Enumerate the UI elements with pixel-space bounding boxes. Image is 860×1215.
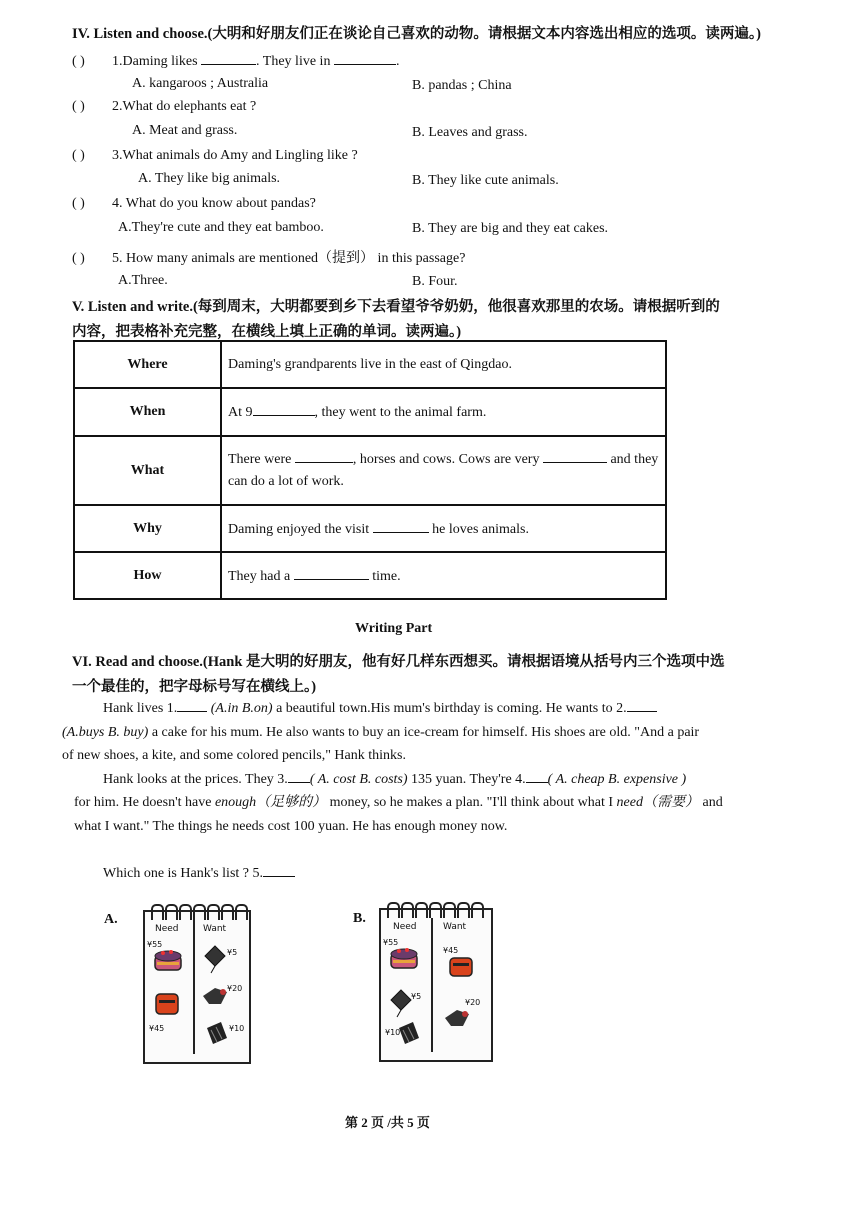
row-value: Daming enjoyed the visit he loves animals. (221, 505, 666, 552)
ring-icon (193, 904, 206, 920)
paragraph-1-line-1: Hank lives 1. (A.in B.on) a beautiful town.His mum's birthday is coming. He wants to 2. (103, 697, 657, 720)
ring-icon (221, 904, 234, 920)
ring-icon (401, 902, 414, 918)
option-b: B. pandas ; China (412, 78, 512, 93)
section-6-title: VI. Read and choose.(Hank 是大明的好朋友，他有好几样东西想买。请根据语境从括号内三个选项中选 (72, 654, 725, 670)
cake-icon (153, 946, 183, 979)
ice-cream-icon (443, 1006, 473, 1035)
want-heading: Want (443, 922, 467, 932)
row-key: Where (74, 341, 221, 388)
answer-blank[interactable] (201, 52, 256, 65)
shoes-icon (447, 954, 475, 985)
question-1: ( ) 1.Daming likes . They live in . (72, 54, 400, 69)
ring-icon (443, 902, 456, 918)
answer-blank[interactable] (288, 770, 310, 783)
table-row (74, 505, 666, 552)
option-a: A. They like big animals. (138, 171, 281, 186)
question-5: ( ) 5. How many animals are mentioned（提到） in this passage? (72, 251, 466, 266)
need-heading: Need (393, 922, 417, 932)
price-label: ¥5 (411, 992, 422, 1001)
section-5-title-cont: 内容，把表格补充完整，在横线上填上正确的单词。读两遍。) (72, 324, 462, 340)
ring-icon (471, 902, 484, 918)
ring-icon (235, 904, 248, 920)
option-b-label: B. (353, 911, 366, 926)
answer-paren[interactable]: ( ) (72, 54, 85, 69)
option-b: B. They are big and they eat cakes. (412, 221, 609, 236)
ring-icon (387, 902, 400, 918)
answer-paren[interactable]: ( ) (72, 148, 85, 163)
ring-icon (457, 902, 470, 918)
need-heading: Need (155, 924, 179, 934)
option-b: B. Four. (412, 274, 458, 289)
answer-paren[interactable]: ( ) (72, 99, 85, 114)
price-label: ¥45 (443, 946, 459, 955)
section-6-title-cont: 一个最佳的，把字母标号写在横线上。) (72, 679, 317, 695)
option-b: B. They like cute animals. (412, 173, 559, 188)
cake-icon (389, 944, 419, 977)
writing-part-heading: Writing Part (355, 621, 433, 636)
price-label: ¥5 (227, 948, 238, 957)
answer-blank[interactable] (334, 52, 396, 65)
answer-blank[interactable] (543, 450, 607, 463)
ring-icon (165, 904, 178, 920)
answer-blank[interactable] (177, 699, 207, 712)
kite-icon (203, 944, 227, 979)
row-value: Daming's grandparents live in the east of Qingdao. (221, 341, 666, 388)
option-a-label: A. (104, 912, 118, 927)
question-3: ( ) 3.What animals do Amy and Lingling like ? (72, 148, 358, 163)
paragraph-1-line-2: (A.buys B. buy) a cake for his mum. He also wants to buy an ice-cream for himself. His shoes are old. "And a pair (62, 725, 700, 740)
ring-icon (207, 904, 220, 920)
answer-blank[interactable] (526, 770, 548, 783)
price-label: ¥45 (149, 1024, 165, 1033)
pencils-icon (205, 1020, 229, 1051)
answer-paren[interactable]: ( ) (72, 251, 85, 266)
question-5-prompt: Which one is Hank's list ? 5. (103, 862, 295, 885)
paragraph-2-line-3: what I want." The things he needs cost 100 yuan. He has enough money now. (74, 819, 508, 834)
question-4: ( ) 4. What do you know about pandas? (72, 196, 316, 211)
paragraph-1-line-3: of new shoes, a kite, and some colored pencils," Hank thinks. (62, 748, 406, 763)
shopping-list-b[interactable] (379, 908, 493, 1062)
page-number: 第 2 页 /共 5 页 (345, 1115, 430, 1130)
option-b: B. Leaves and grass. (412, 125, 528, 140)
answer-blank[interactable] (253, 403, 315, 416)
option-a: A. kangaroos ; Australia (132, 76, 269, 91)
row-value: At 9 , they went to the animal farm. (221, 388, 666, 436)
answer-blank[interactable] (373, 520, 429, 533)
paragraph-2-line-1: Hank looks at the prices. They 3. ( A. cost B. costs) 135 yuan. They're 4. ( A. cheap B. expensive ) (103, 772, 687, 787)
row-value: They had a time. (221, 552, 666, 599)
ring-icon (151, 904, 164, 920)
price-label: ¥55 (383, 938, 399, 947)
price-label: ¥55 (147, 940, 163, 949)
row-key: What (74, 436, 221, 505)
answer-blank[interactable] (295, 450, 353, 463)
question-2: ( ) 2.What do elephants eat ? (72, 99, 257, 114)
table-row (74, 341, 666, 388)
paragraph-2-line-2: for him. He doesn't have enough（足够的） money, so he makes a plan. "I'll think about what I need（需要） and (74, 795, 723, 810)
table-row (74, 552, 666, 599)
option-a: A.They're cute and they eat bamboo. (118, 220, 324, 235)
table-row (74, 388, 666, 436)
price-label: ¥10 (385, 1028, 401, 1037)
table-row (74, 436, 666, 505)
price-label: ¥10 (229, 1024, 245, 1033)
section-4-title: IV. Listen and choose.(大明和好朋友们正在谈论自己喜欢的动物。请根据文本内容选出相应的选项。读两遍。) (72, 26, 761, 42)
shoes-icon (153, 990, 181, 1023)
answer-blank[interactable] (263, 864, 295, 877)
row-key: How (74, 552, 221, 599)
ring-icon (415, 902, 428, 918)
row-key: When (74, 388, 221, 436)
fill-in-table (73, 340, 667, 600)
answer-paren[interactable]: ( ) (72, 196, 85, 211)
row-value: There were , horses and cows. Cows are very and they can do a lot of work. (221, 436, 666, 505)
option-a: A. Meat and grass. (132, 123, 238, 138)
column-divider (431, 918, 433, 1052)
shopping-list-a[interactable] (143, 910, 251, 1064)
option-a: A.Three. (118, 273, 168, 288)
section-5-title: V. Listen and write.(每到周末，大明都要到乡下去看望爷爷奶奶，他很喜欢那里的农场。请根据听到的 (72, 299, 720, 315)
pencils-icon (397, 1020, 421, 1051)
price-label: ¥20 (227, 984, 243, 993)
want-heading: Want (203, 924, 227, 934)
price-label: ¥20 (465, 998, 481, 1007)
ring-icon (429, 902, 442, 918)
answer-blank[interactable] (627, 699, 657, 712)
answer-blank[interactable] (294, 567, 369, 580)
ring-icon (179, 904, 192, 920)
row-key: Why (74, 505, 221, 552)
kite-icon (389, 988, 413, 1023)
column-divider (193, 920, 195, 1054)
